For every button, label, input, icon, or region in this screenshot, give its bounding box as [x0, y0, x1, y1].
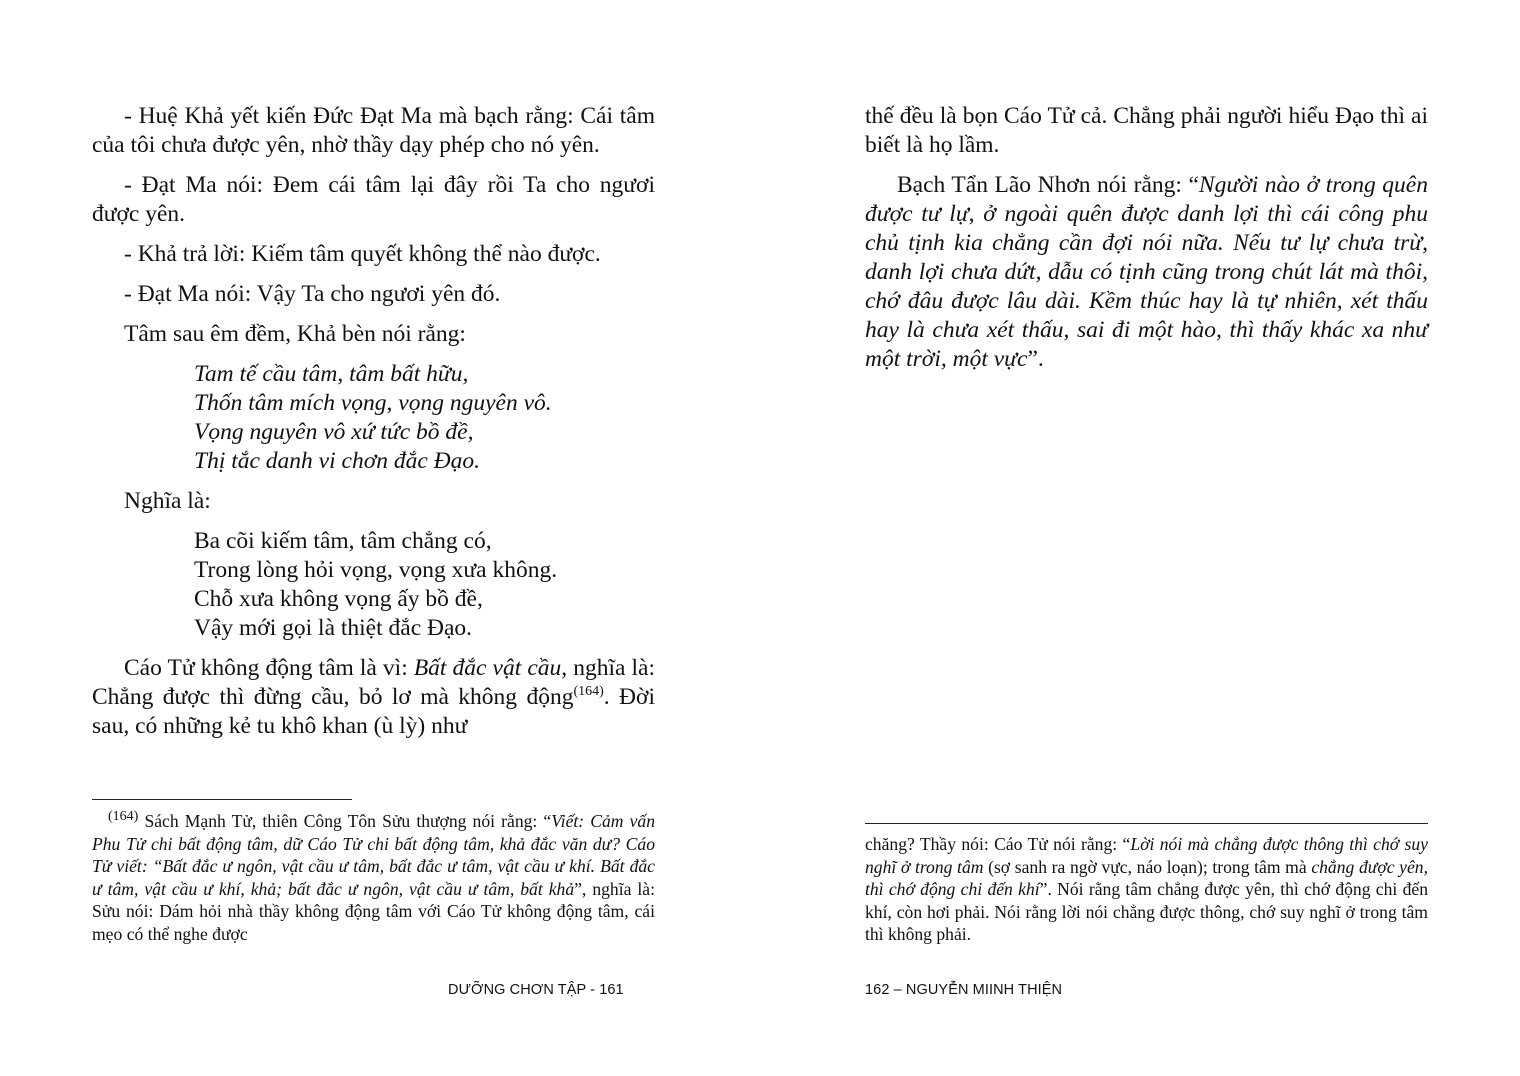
right-body-text — [865, 102, 1428, 385]
footnote-separator — [865, 823, 1428, 824]
text-run: ”. Nói rằng tâm chẳng được yên, thì chớ động chi đến khí, còn hơi phải. Nói rằng lời nói chẳng được thông, chớ suy nghĩ ở trong tâm thì không phải. — [865, 879, 1429, 945]
verse-line: Chỗ xưa không vọng ấy bồ đề, — [194, 586, 483, 612]
page-folio-left: DƯỠNG CHƠN TẬP - 161 — [448, 982, 624, 998]
text-run: ”. — [1027, 346, 1044, 372]
footnote-164 — [92, 810, 655, 946]
footnote-separator — [92, 799, 352, 800]
text-run: ”, nghĩa là: Sửu nói: Dám hỏi nhà thầy không động tâm với Cáo Tử không động tâm, cái mẹo có thể nghe được — [92, 878, 655, 944]
text-run: , nghĩa là: Chẳng được thì đừng cầu, bỏ lơ mà không động — [92, 655, 655, 710]
paragraph-dat-ma-1: - Đạt Ma nói: Đem cái tâm lại đây rồi Ta cho ngươi được yên. — [92, 172, 655, 227]
verse-line: Vọng nguyên vô xứ tức bồ đề, — [194, 419, 474, 445]
verse-vietnamese — [194, 527, 655, 643]
paragraph-kha-reply: - Khả trả lời: Kiếm tâm quyết không thể nào được. — [124, 241, 601, 267]
paragraph-dat-ma-2: - Đạt Ma nói: Vậy Ta cho ngươi yên đó. — [124, 281, 501, 307]
italic-term: Bất đắc vật cầu — [413, 655, 562, 681]
text-run: Sách Mạnh Tử, thiên Công Tôn Sửu thượng nói rằng: “ — [138, 811, 552, 831]
paragraph-continuation: thế đều là bọn Cáo Tử cả. Chẳng phải người hiểu Đạo thì ai biết là họ lầm. — [865, 103, 1428, 158]
italic-quote: chẳng được yên, thì chớ động chi đến khí — [865, 856, 1428, 900]
verse-line: Vậy mới gọi là thiệt đắc Đạo. — [194, 615, 473, 641]
text-run: . Đời sau, có những kẻ tu khô khan (ù lỳ) như — [92, 684, 655, 739]
verse-chinese — [194, 360, 655, 476]
verse-line: Thốn tâm mích vọng, vọng nguyên vô. — [194, 390, 552, 416]
left-body-text — [92, 102, 655, 752]
page-folio-right: 162 – NGUYỄN MIINH THIỆN — [865, 982, 1063, 998]
footnote-marker: (164) — [108, 809, 139, 825]
text-run: Bạch Tẩn Lão Nhơn nói rằng: “ — [897, 172, 1199, 198]
verse-line: Trong lòng hỏi vọng, vọng xưa không. — [194, 557, 558, 583]
left-page — [92, 0, 655, 1076]
verse-line: Ba cõi kiếm tâm, tâm chẳng có, — [194, 528, 492, 554]
text-run: Cáo Tử không động tâm là vì: — [124, 655, 414, 681]
italic-quote: Người nào ở trong quên được tư lự, ở ngoài quên được danh lợi thì cái công phu chủ tịnh kia chẳng cần đợi nói nữa. Nếu tư lự chưa trừ, danh lợi chưa dứt, dẫu có tịnh cũng trong chút lát mà thôi, chớ đâu được lâu dài. Kềm thúc hay là tự nhiên, xét thấu hay là chưa xét thấu, sai đi một hào, thì thấy khác xa như một trời, một vực — [865, 172, 1428, 372]
text-run: chăng? Thầy nói: Cáo Tử nói rằng: “ — [865, 834, 1131, 854]
paragraph-tam-sau: Tâm sau êm đềm, Khả bèn nói rằng: — [124, 321, 466, 347]
footnote-continuation — [865, 833, 1428, 946]
paragraph-hue-kha: - Huệ Khả yết kiến Đức Đạt Ma mà bạch rằng: Cái tâm của tôi chưa được yên, nhờ thầy dạy phép cho nó yên. — [92, 103, 655, 158]
verse-line: Thị tắc danh vi chơn đắc Đạo. — [194, 448, 481, 474]
paragraph-cao-tu — [92, 654, 655, 741]
italic-quote: Viết: Cảm vấn Phu Tử chi bất động tâm, dữ Cáo Tử chi bất động tâm, khả đắc văn dư? Cáo Tử viết: “Bất đắc ư ngôn, vật cầu ư tâm, bất đắc ư tâm, vật cầu ư khí. Bất đắc ư tâm, vật cầu ư khí, khả; bất đắc ư ngôn, vật cầu ư tâm, bất khả — [92, 811, 655, 899]
footnote-reference[interactable]: (164) — [573, 684, 604, 700]
text-run: (sợ sanh ra ngờ vực, náo loạn); trong tâm mà — [983, 856, 1312, 877]
right-page — [865, 0, 1428, 1076]
paragraph-bach-tan — [865, 171, 1428, 374]
italic-quote: Lời nói mà chẳng được thông thì chớ suy nghĩ ở trong tâm — [865, 834, 1428, 877]
meaning-label: Nghĩa là: — [124, 488, 211, 514]
verse-line: Tam tế cầu tâm, tâm bất hữu, — [194, 361, 469, 387]
